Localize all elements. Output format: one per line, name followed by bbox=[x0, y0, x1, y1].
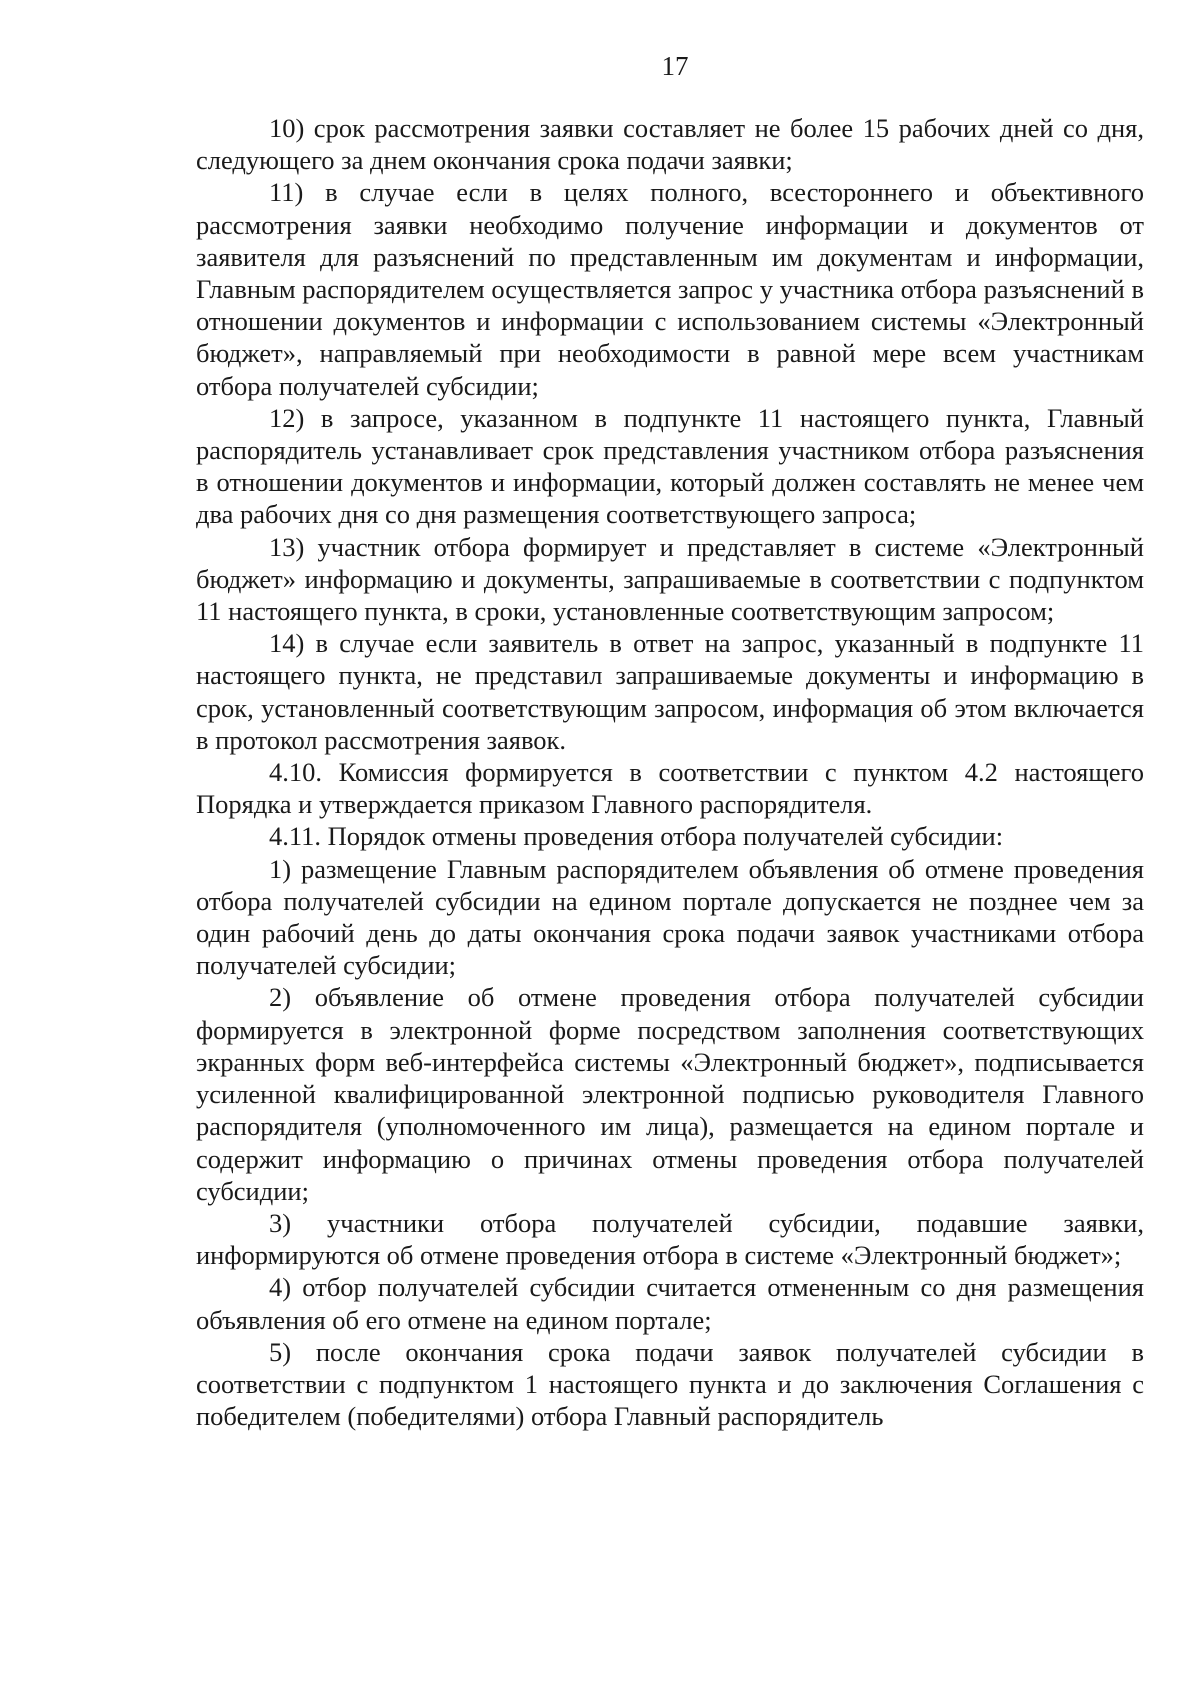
paragraph-subitem-12: 12) в запросе, указанном в подпункте 11 настоящего пункта, Главный распорядитель устанавливает срок представления участником отбора разъяснения в отношении документов и информации, который должен составлять не менее чем два рабочих дня со дня размещения соответствующего запроса; bbox=[196, 402, 1144, 530]
paragraph-subitem-14: 14) в случае если заявитель в ответ на запрос, указанный в подпункте 11 настоящего пункта, не представил запрашиваемые документы и информацию в срок, установленный соответствующим запросом, информация об этом включается в протокол рассмотрения заявок. bbox=[196, 628, 1144, 755]
paragraph-subitem-13: 13) участник отбора формирует и представляет в системе «Электронный бюджет» информацию и документы, запрашиваемые в соответствии с подпунктом 11 настоящего пункта, в сроки, установленные соответствующим запросом; bbox=[196, 531, 1144, 627]
paragraph-cancel-item-3: 3) участники отбора получателей субсидии, подавшие заявки, информируются об отмене проведения отбора в системе «Электронный бюджет»; bbox=[196, 1207, 1144, 1271]
document-body bbox=[196, 112, 1144, 1432]
paragraph-cancel-item-1: 1) размещение Главным распорядителем объявления об отмене проведения отбора получателей субсидии на едином портале допускается не позднее чем за один рабочий день до даты окончания срока подачи заявок участниками отбора получателей субсидии; bbox=[196, 853, 1144, 981]
paragraph-cancel-item-5: 5) после окончания срока подачи заявок получателей субсидии в соответствии с подпунктом 1 настоящего пункта и до заключения Соглашения с победителем (победителями) отбора Главный распорядитель bbox=[196, 1336, 1144, 1432]
paragraph-clause-4-10: 4.10. Комиссия формируется в соответствии с пунктом 4.2 настоящего Порядка и утверждается приказом Главного распорядителя. bbox=[196, 757, 1144, 820]
paragraph-cancel-item-4: 4) отбор получателей субсидии считается отмененным со дня размещения объявления об его отмене на едином портале; bbox=[196, 1272, 1144, 1335]
paragraph-cancel-item-2: 2) объявление об отмене проведения отбора получателей субсидии формируется в электронной форме посредством заполнения соответствующих экранных форм веб-интерфейса системы «Электронный бюджет», подписывается усиленной квалифицированной электронной подписью руководителя Главного распорядителя (уполномоченного им лица), размещается на едином портале и содержит информацию о причинах отмены проведения отбора получателей субсидии; bbox=[196, 982, 1144, 1206]
paragraph-subitem-11: 11) в случае если в целях полного, всестороннего и объективного рассмотрения заявки необходимо получение информации и документов от заявителя для разъяснений по представленным им документам и информации, Главным распорядителем осуществляется запрос у участника отбора разъяснений в отношении документов и информации с использованием системы «Электронный бюджет», направляемый при необходимости в равной мере всем участникам отбора получателей субсидии; bbox=[196, 177, 1144, 401]
paragraph-subitem-10: 10) срок рассмотрения заявки составляет не более 15 рабочих дней со дня, следующего за днем окончания срока подачи заявки; bbox=[196, 113, 1144, 176]
paragraph-clause-4-11: 4.11. Порядок отмены проведения отбора получателей субсидии: bbox=[269, 821, 1004, 852]
page-number: 17 bbox=[661, 51, 689, 81]
